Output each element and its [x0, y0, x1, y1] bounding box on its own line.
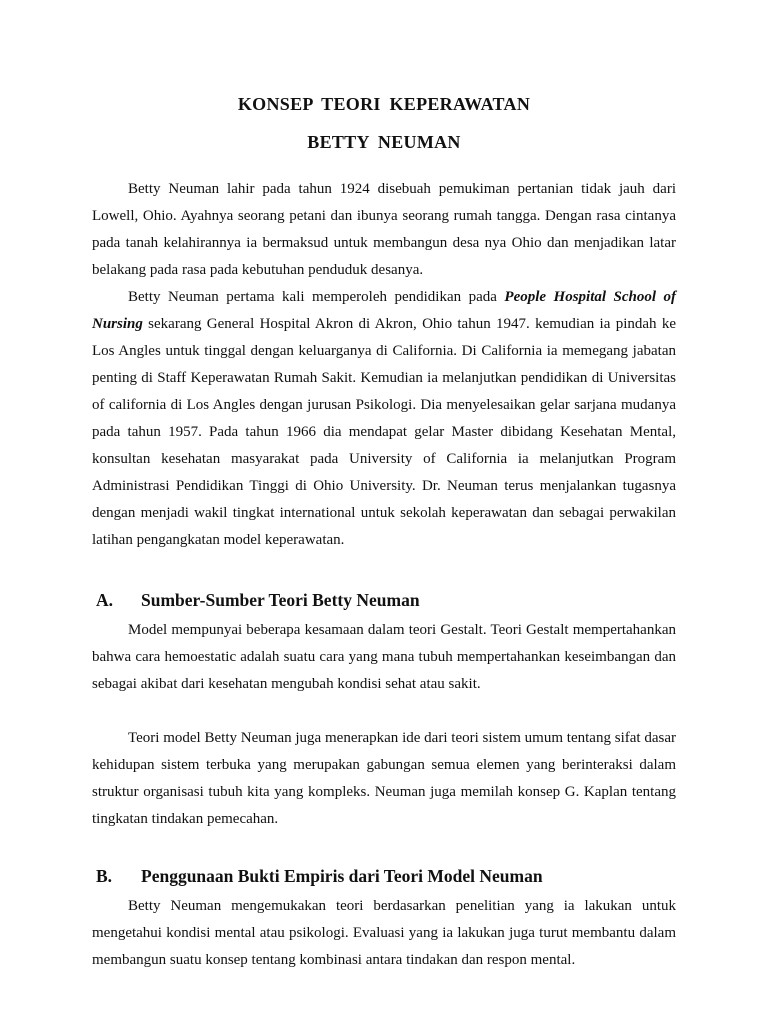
section-b-letter: B. [96, 866, 113, 886]
section-a-paragraph-1: Model mempunyai beberapa kesamaan dalam teori Gestalt. Teori Gestalt mempertahankan bahwa cara hemoestatic adalah suatu cara yang mana tubuh mempertahankan keseimbangan dan sebagai akibat dari kesehatan mengubah kondisi sehat atau sakit. [92, 622, 676, 692]
intro-paragraph-2-rest: sekarang General Hospital Akron di Akron, Ohio tahun 1947. kemudian ia pindah ke Los Angles untuk tinggal dengan keluarganya di California. Di California ia memegang jabatan penting di Staff Keperawatan Rumah Sakit. Kemudian ia melanjutkan pendidikan di Universitas of california di Los Angles dengan jurusan Psikologi. Dia menyelesaikan gelar sarjana mudanya pada tahun 1957. Pada tahun 1966 dia mendapat gelar Master dibidang Kesehatan Mental, konsultan kesehatan masyarakat pada University of California ia melanjutkan Program Administrasi Pendidikan Tinggi di Ohio University. Dr. Neuman terus menjalankan tugasnya dengan menjadi wakil tingkat international untuk sekolah keperawatan dan sebagai perwakilan latihan pengangkatan model keperawatan. [92, 316, 676, 548]
section-b-title: Penggunaan Bukti Empiris dari Teori Model Neuman [141, 866, 543, 886]
section-a-heading [96, 590, 420, 611]
intro-paragraph-2-start: Betty Neuman pertama kali memperoleh pendidikan pada [128, 289, 505, 305]
section-a-paragraph-2: Teori model Betty Neuman juga menerapkan ide dari teori sistem umum tentang sifat dasar kehidupan sistem terbuka yang merupakan gabungan semua elemen yang berinteraksi dalam struktur organisasi tubuh kita yang kompleks. Neuman juga memilah konsep G. Kaplan tentang tingkatan tindakan pemecahan. [92, 730, 676, 827]
document-title: KONSEP TEORI KEPERAWATAN [237, 94, 531, 114]
section-b-heading [96, 866, 543, 887]
intro-paragraph-1: Betty Neuman lahir pada tahun 1924 disebuah pemukiman pertanian tidak jauh dari Lowell, Ohio. Ayahnya seorang petani dan ibunya seorang rumah tangga. Dengan rasa cintanya pada tanah kelahirannya ia bermaksud untuk membangun desa nya Ohio dan menjadikan latar belakang pada rasa pada kebutuhan penduduk desanya. [92, 181, 676, 278]
section-a-letter: A. [96, 590, 114, 610]
section-a-title: Sumber-Sumber Teori Betty Neuman [141, 590, 420, 610]
intro-paragraph-2 [92, 284, 676, 554]
document-subtitle: BETTY NEUMAN [307, 132, 461, 152]
section-b-paragraph-1: Betty Neuman mengemukakan teori berdasarkan penelitian yang ia lakukan untuk mengetahui kondisi mental atau psikologi. Evaluasi yang ia lakukan juga turut membantu dalam membangun suatu konsep tentang kombinasi antara tindakan dan respon mental. [92, 898, 676, 968]
school-name-emphasis: People Hospital School of Nursing [92, 289, 676, 332]
